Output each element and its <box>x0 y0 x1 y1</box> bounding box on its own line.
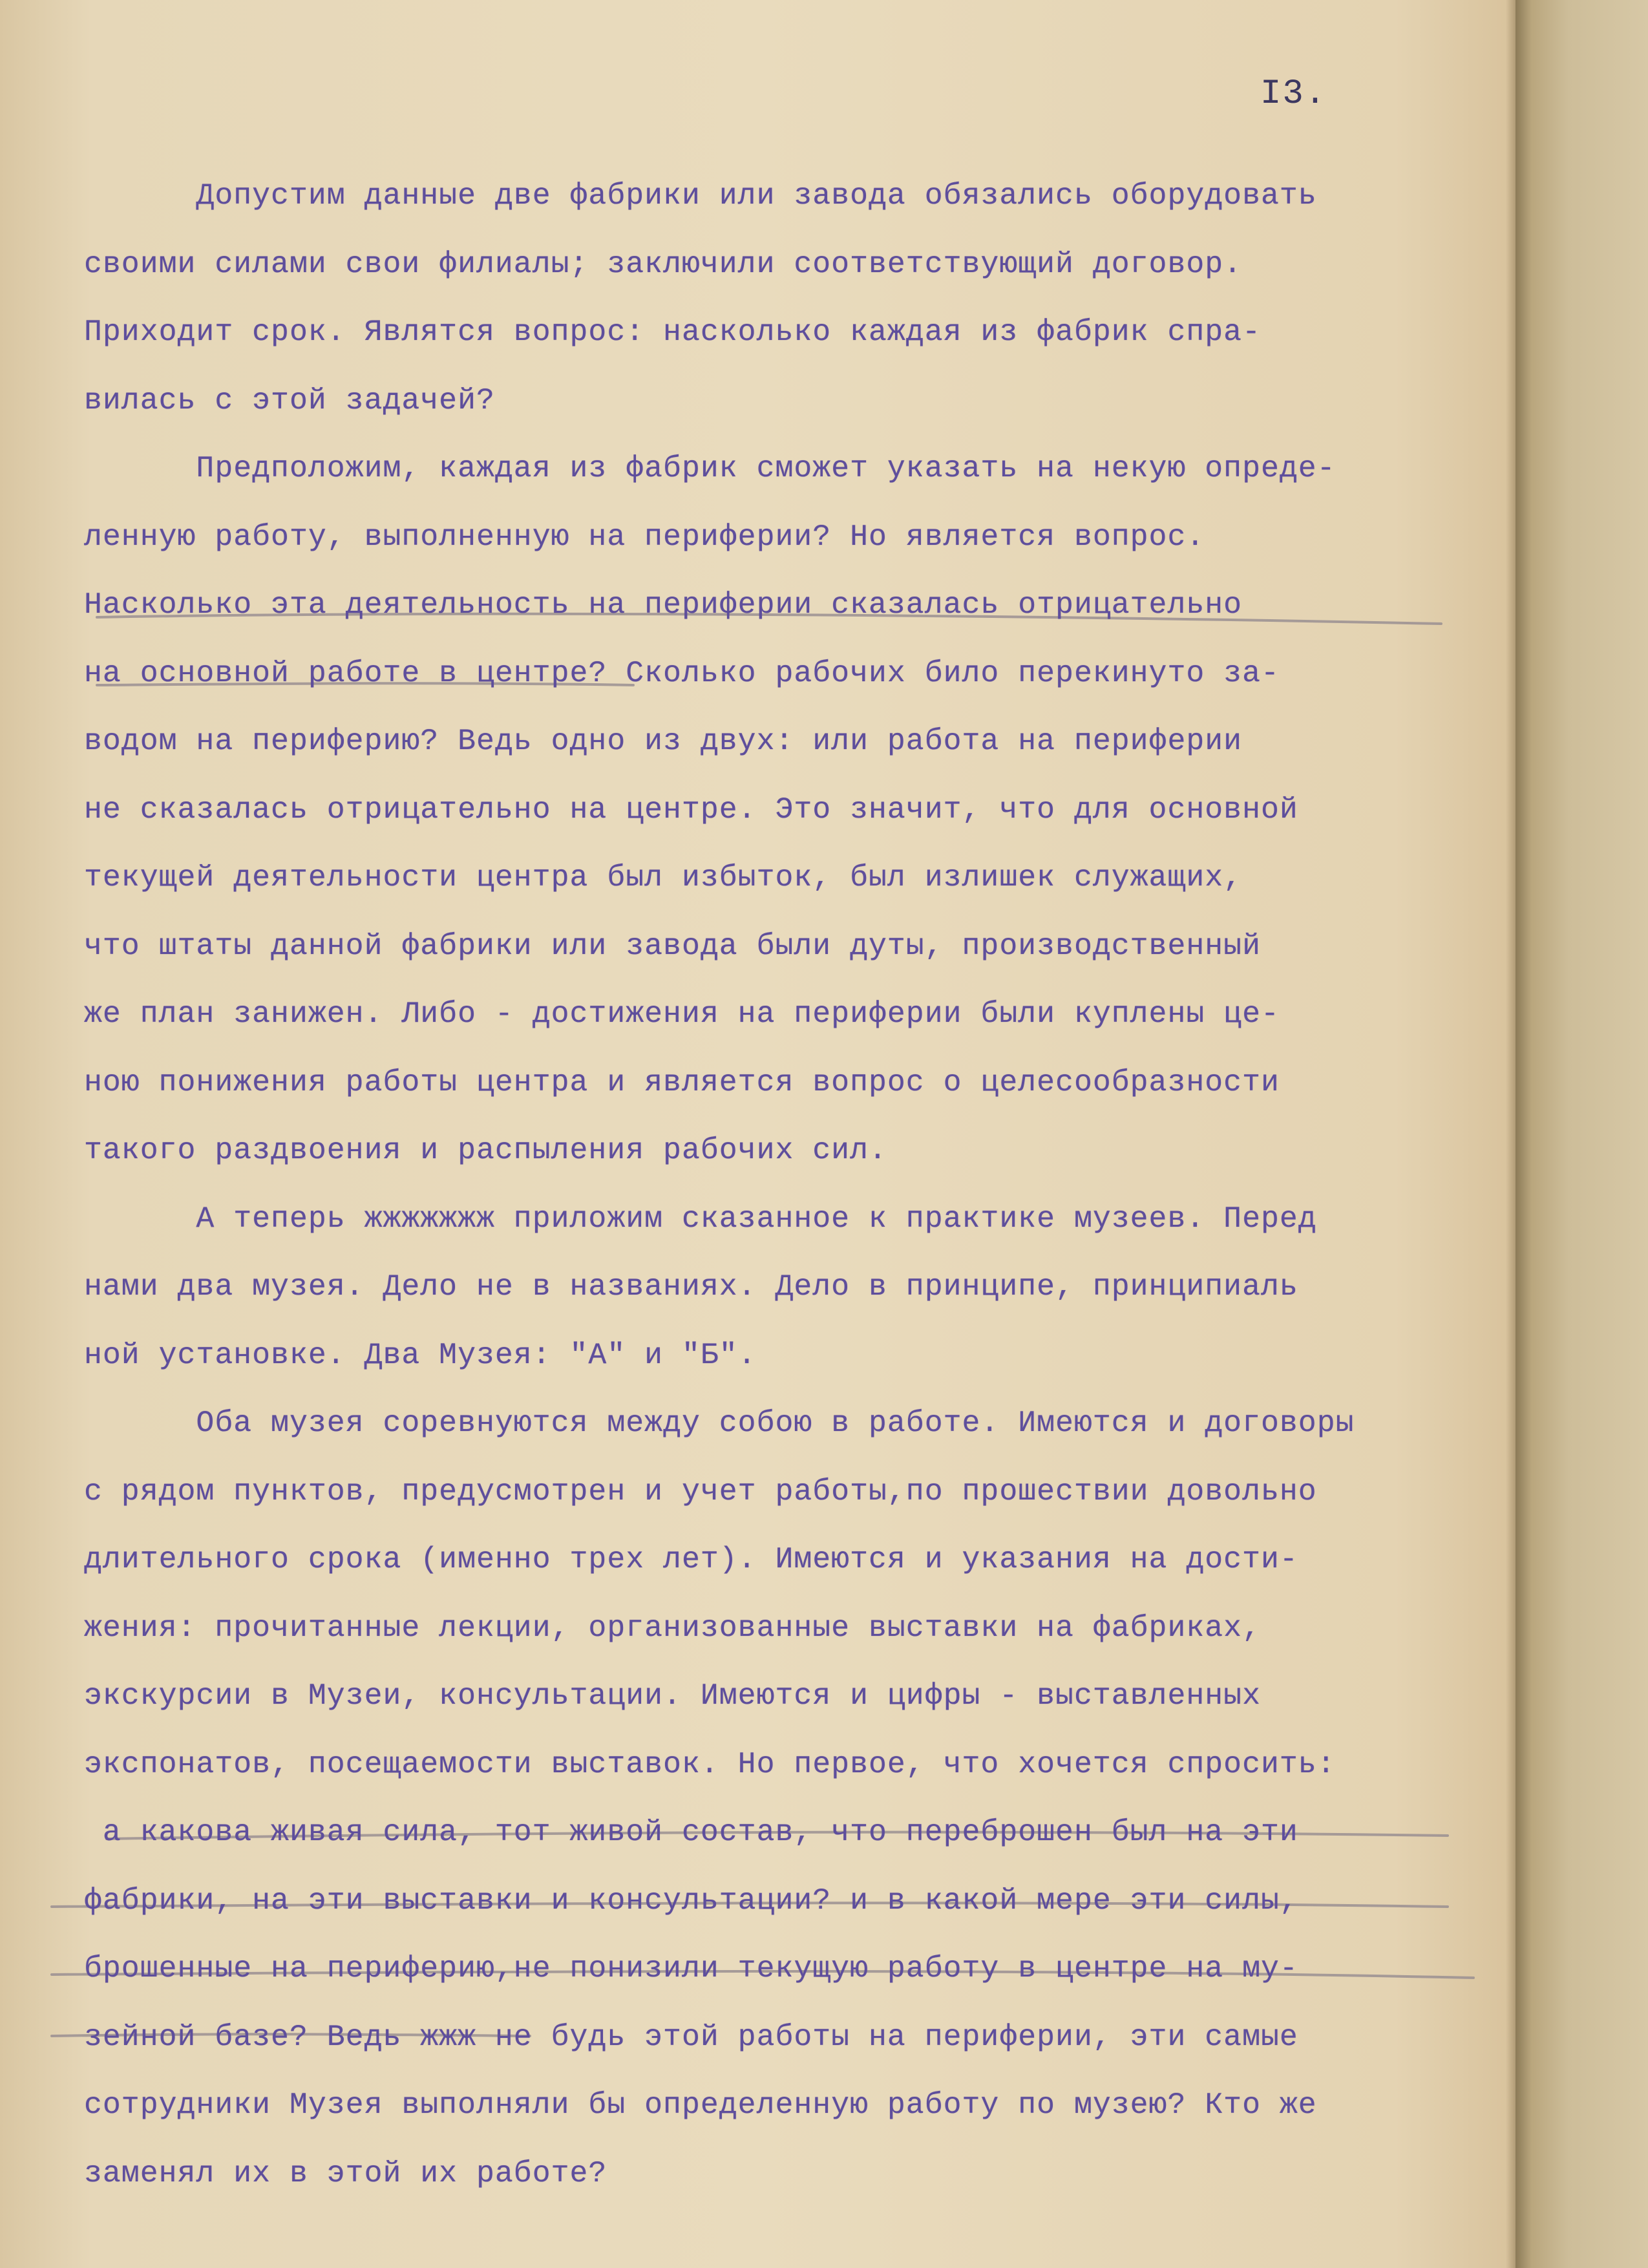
text-line: вилась с этой задачей? <box>84 383 495 418</box>
page-edge-shadow <box>1506 0 1516 2268</box>
text-line: заменял их в этой их работе? <box>84 2156 607 2190</box>
text-line: же план занижен. Либо - достижения на периферии были куплены це- <box>84 997 1280 1031</box>
text-line: не сказалась отрицательно на центре. Это значит, что для основной <box>84 792 1298 827</box>
text-line: ленную работу, выполненную на периферии? Но является вопрос. <box>84 519 1205 554</box>
text-line: Оба музея соревнуются между собою в работе. Имеются и договоры <box>84 1406 1355 1440</box>
text-line: своими силами свои филиалы; заключили соответствующий договор. <box>84 246 1243 281</box>
text-line: А теперь жжжжжжж приложим сказанное к практике музеев. Перед <box>84 1201 1317 1236</box>
text-line: экспонатов, посещаемости выставок. Но первое, что хочется спросить: <box>84 1746 1336 1781</box>
typed-body-text <box>84 162 1506 2207</box>
text-line: сотрудники Музея выполняли бы определенную работу по музею? Кто же <box>84 2088 1317 2122</box>
text-line: с рядом пунктов, предусмотрен и учет работы,по прошествии довольно <box>84 1474 1317 1509</box>
text-line: брошенные на периферию,не понизили текущую работу в центре на му- <box>84 1951 1298 1986</box>
text-line: Допустим данные две фабрики или завода обязались оборудовать <box>84 178 1317 213</box>
text-line: что штаты данной фабрики или завода были дуты, производственный <box>84 928 1261 963</box>
text-line: экскурсии в Музеи, консультации. Имеются и цифры - выставленных <box>84 1679 1261 1713</box>
text-line: а какова живая сила, тот живой состав, что переброшен был на эти <box>84 1815 1298 1849</box>
text-line: водом на периферию? Ведь одно из двух: или работа на периферии <box>84 724 1243 758</box>
text-line: ною понижения работы центра и является вопрос о целесообразности <box>84 1065 1280 1099</box>
text-line: ной установке. Два Музея: "А" и "Б". <box>84 1337 757 1372</box>
text-line: жения: прочитанные лекции, организованные выставки на фабриках, <box>84 1610 1261 1645</box>
text-line: длительного срока (именно трех лет). Имеются и указания на дости- <box>84 1542 1298 1576</box>
text-line: текущей деятельности центра был избыток, был излишек служащих, <box>84 860 1243 895</box>
text-line: нами два музея. Дело не в названиях. Дело в принципе, принципиаль <box>84 1269 1298 1304</box>
text-line: такого раздвоения и распыления рабочих сил. <box>84 1133 887 1167</box>
text-line: на основной работе в центре? Сколько рабочих било перекинуто за- <box>84 655 1280 690</box>
page-number: I3. <box>1260 74 1327 114</box>
text-line: Приходит срок. Являтся вопрос: насколько каждая из фабрик спра- <box>84 315 1261 349</box>
page-background-edge <box>1516 0 1648 2268</box>
text-line: фабрики, на эти выставки и консультации? и в какой мере эти силы, <box>84 1883 1298 1918</box>
text-line: зейной базе? Ведь жжж не будь этой работы на периферии, эти самые <box>84 2019 1298 2054</box>
text-line: Насколько эта деятельность на периферии сказалась отрицательно <box>84 588 1243 622</box>
text-line: Предположим, каждая из фабрик сможет указать на некую опреде- <box>84 451 1336 485</box>
